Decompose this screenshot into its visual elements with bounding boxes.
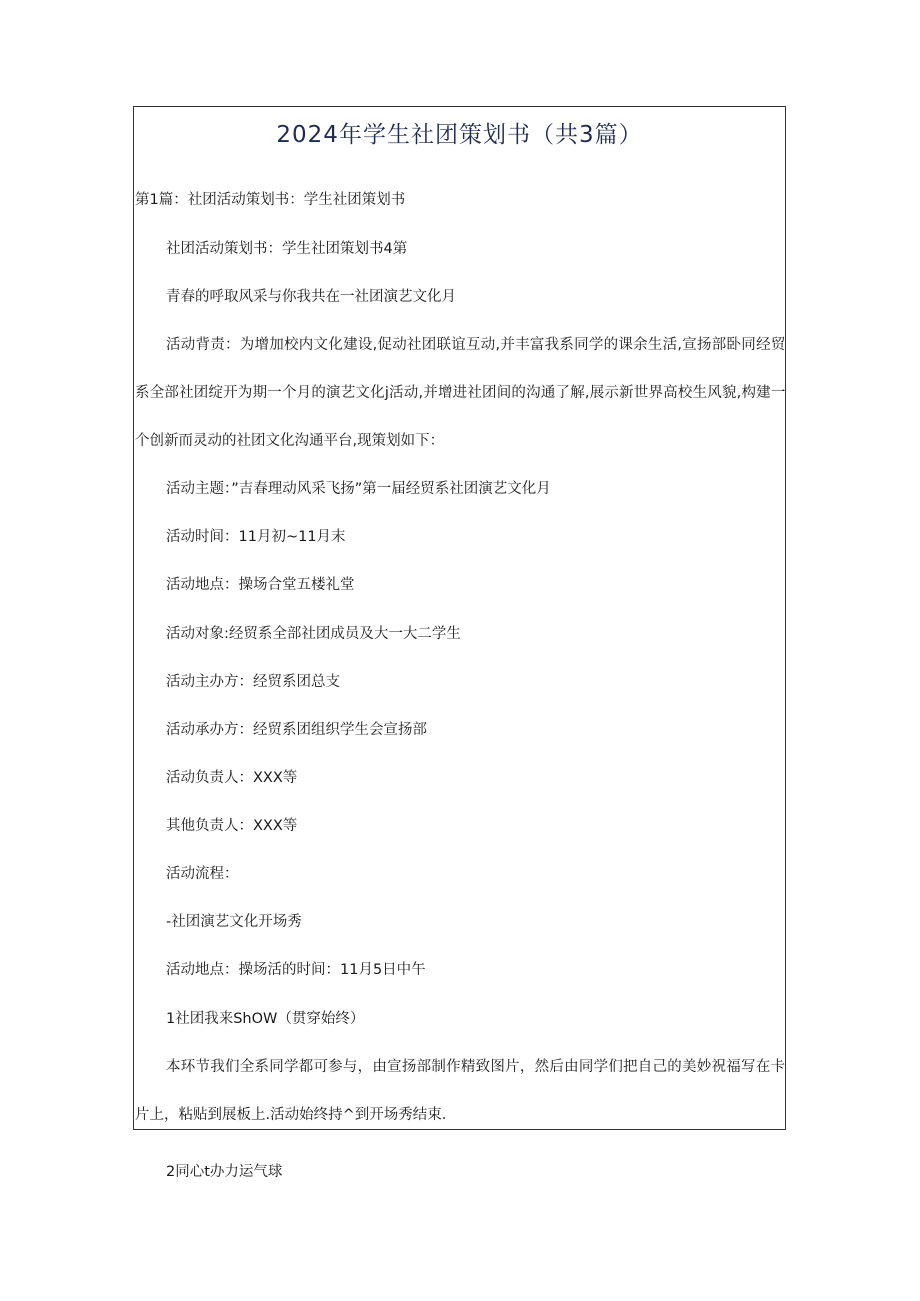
item-2-heading: 2同心t办力运气球 [166, 1164, 283, 1180]
activity-process: 活动流程： [166, 866, 239, 882]
activity-organizer: 活动主办方：经贸系团总支 [166, 674, 340, 690]
slogan: 青春的呼取风采与你我共在一社团演艺文化月 [166, 289, 456, 305]
show-location-time: 活动地点：操场活的时间：11月5日中午 [166, 962, 426, 978]
part1-heading: 第1篇：社团活动策划书：学生社团策划书 [135, 192, 406, 208]
item-1-desc-line-2: 片上，粘贴到展板上.活动始终持^到开场秀结束. [135, 1107, 447, 1123]
item-1-heading: 1社团我来ShOW（贯穿始终） [166, 1011, 365, 1027]
item-1-desc-line-1: 本环节我们全系同学都可参与，由宣扬部制作精致图片，然后由同学们把自己的美妙祝福写在卡 [166, 1059, 786, 1075]
activity-theme: 活动主题：”吉春理动风采飞扬”第一届经贸系社团演艺文化月 [166, 481, 551, 497]
person-in-charge: 活动负责人：XXX等 [166, 770, 298, 786]
document-title: 2024年学生社团策划书（共3篇） [276, 122, 643, 148]
background-line-2: 系全部社团绽开为期一个月的演艺文化j活动,并增进社团间的沟通了解,展示新世界高校生风貌,构建一 [135, 385, 786, 401]
activity-time: 活动时间：11月初~11月末 [166, 529, 346, 545]
background-line-3: 个创新而灵动的社团文化沟通平台,现策划如下： [135, 433, 445, 449]
activity-audience: 活动对象:经贸系全部社团成员及大一大二学生 [166, 626, 461, 642]
others-in-charge: 其他负责人：XXX等 [166, 818, 298, 834]
activity-location: 活动地点：操场合堂五楼礼堂 [166, 577, 355, 593]
opening-show: -社团演艺文化开场秀 [166, 914, 302, 930]
background-line-1: 活动背责：为增加校内文化建设,促动社团联谊互动,并丰富我系同学的课余生活,宣扬部卧同经贸 [166, 337, 786, 353]
activity-co-organizer: 活动承办方：经贸系团组织学生会宣扬部 [166, 722, 427, 738]
sub-heading: 社团活动策划书：学生社团策划书4第 [166, 241, 408, 257]
